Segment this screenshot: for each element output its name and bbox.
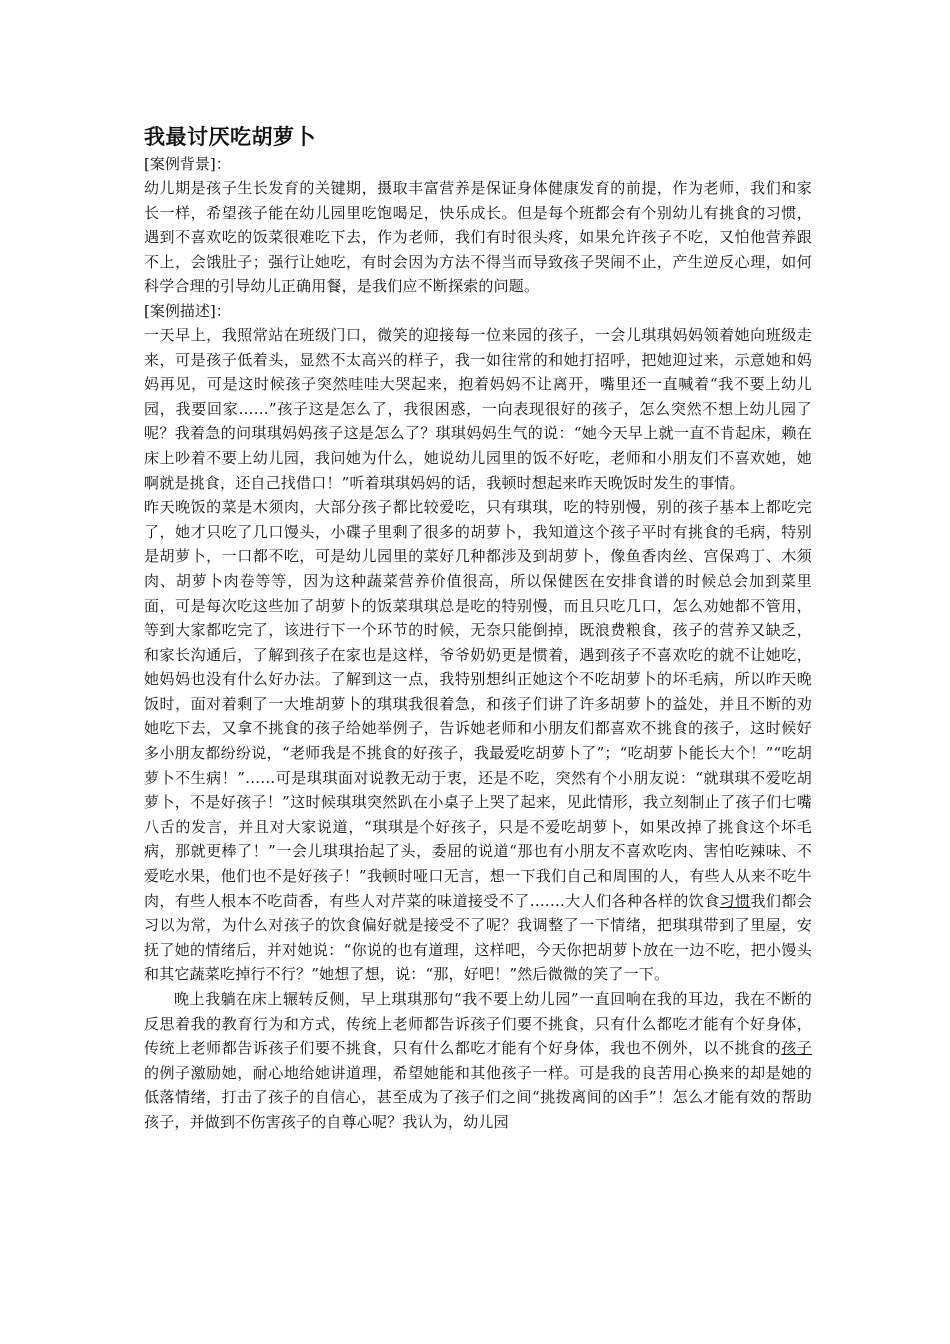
document-page [144, 122, 812, 1135]
description-paragraph-2-part-1: 昨天晚饭的菜是木须肉，大部分孩子都比较爱吃，只有琪琪，吃的特别慢，别的孩子基本上都吃完了，她才只吃了几口馒头，小碟子里剩了很多的胡萝卜，我知道这个孩子平时有挑食的毛病，特别是胡萝卜，一口都不吃，可是幼儿园里的菜好几种都涉及到胡萝卜，像鱼香肉丝、宫保鸡丁、木须肉、胡萝卜肉卷等等，因为这种蔬菜营养价值很高，所以保健医在安排食谱的时候总会加到菜里面，可是每次吃这些加了胡萝卜的饭菜琪琪总是吃的特别慢，而且只吃几口，怎么劝她都不管用，等到大家都吃完了，该进行下一个环节的时候，无奈只能倒掉，既浪费粮食，孩子的营养又缺乏，和家长沟通后，了解到孩子在家也是这样，爷爷奶奶更是惯着，遇到孩子不喜欢吃的就不让她吃，她妈妈也没有什么好办法。了解到这一点，我特别想纠正她这个不吃胡萝卜的坏毛病，所以昨天晚饭时，面对着剩了一大堆胡萝卜的琪琪我很着急，和孩子们讲了许多胡萝卜的益处，并且不断的劝她吃下去，又拿不挑食的孩子给她举例子，告诉她老师和小朋友们都喜欢不挑食的孩子，这时候好多小朋友都纷纷说，“老师我是不挑食的好孩子，我最爱吃胡萝卜了”；“吃胡萝卜能长大个！”“吃胡萝卜不生病！”……可是琪琪面对说教无动于衷，还是不吃，突然有个小朋友说：“就琪琪不爱吃胡萝卜，不是好孩子！”这时候琪琪突然趴在小桌子上哭了起来，见此情形，我立刻制止了孩子们七嘴八舌的发言，并且对大家说道，“琪琪是个好孩子，只是不爱吃胡萝卜，如果改掉了挑食这个坏毛病，那就更棒了！”一会儿琪琪抬起了头，委屈的说道“那也有小朋友不喜欢吃肉、害怕吃辣味、不爱吃水果，他们也不是好孩子！”我顿时哑口无言，想一下我们自己和周围的人，有些人从来不吃牛肉，有些人根本不吃茴香，有些人对芹菜的味道接受不了.……大人们各种各样的饮食 [144, 498, 812, 910]
reflection-paragraph-part-2: 的例子激励她，耐心地给她讲道理，希望她能和其他孩子一样。可是我的良苦用心换来的却是她的低落情绪，打击了孩子的自信心，甚至成为了孩子们之间“挑拨离间的凶手”！怎么才能有效的帮助孩子，并做到不伤害孩子的自尊心呢？我认为，幼儿园 [144, 1063, 812, 1131]
background-paragraph: 幼儿期是孩子生长发育的关键期，摄取丰富营养是保证身体健康发育的前提，作为老师，我们和家长一样，希望孩子能在幼儿园里吃饱喝足，快乐成长。但是每个班都会有个别幼儿有挑食的习惯，遇到不喜欢吃的饭菜很难吃下去，作为老师，我们有时很头疼，如果允许孩子不吃，又怕他营养跟不上，会饿肚子；强行让她吃，有时会因为方法不得当而导致孩子哭闹不止，产生逆反心理，如何科学合理的引导幼儿正确用餐，是我们应不断探索的问题。 [144, 179, 812, 296]
underlined-word-habit: 习惯 [719, 891, 751, 910]
description-paragraph-2 [144, 495, 812, 987]
description-paragraph-2-part-2: 我们都会习以为常，为什么对孩子的饮食偏好就是接受不了呢？我调整了一下情绪，把琪琪带到了里屋，安抚了她的情绪后，并对她说：“你说的也有道理，这样吧，今天你把胡萝卜放在一边不吃，把小馒头和其它蔬菜吃掉行不行？”她想了想，说：“那，好吧！”然后微微的笑了一下。 [144, 891, 812, 984]
reflection-paragraph-part-1: 晚上我躺在床上辗转反侧，早上琪琪那句“我不要上幼儿园”一直回响在我的耳边，我在不断的反思着我的教育行为和方式，传统上老师都告诉孩子们要不挑食，只有什么都吃才能有个好身体，传统上老师都告诉孩子们要不挑食，只有什么都吃才能有个好身体，我也不例外，以不挑食的 [144, 990, 812, 1058]
reflection-paragraph [144, 987, 812, 1135]
document-title: 我最讨厌吃胡萝卜 [144, 125, 316, 149]
background-section-label: [案例背景]： [144, 155, 231, 173]
underlined-word-child: 孩子 [781, 1039, 812, 1058]
description-section-label: [案例描述]： [144, 301, 231, 320]
description-paragraph-1: 一天早上，我照常站在班级门口，微笑的迎接每一位来园的孩子，一会儿琪琪妈妈领着她向班级走来，可是孩子低着头，显然不太高兴的样子，我一如往常的和她打招呼，把她迎过来，示意她和妈妈再见，可是这时候孩子突然哇哇大哭起来，抱着妈妈不让离开，嘴里还一直喊着“我不要上幼儿园，我要回家……”孩子这是怎么了，我很困惑，一向表现很好的孩子，怎么突然不想上幼儿园了呢？我着急的问琪琪妈妈孩子这是怎么了？琪琪妈妈生气的说：“她今天早上就一直不肯起床，赖在床上吵着不要上幼儿园，我问她为什么，她说幼儿园里的饭不好吃，老师和小朋友们不喜欢她，她啊就是挑食，还自己找借口！”听着琪琪妈妈的话，我顿时想起来昨天晚饭时发生的事情。 [144, 325, 812, 492]
